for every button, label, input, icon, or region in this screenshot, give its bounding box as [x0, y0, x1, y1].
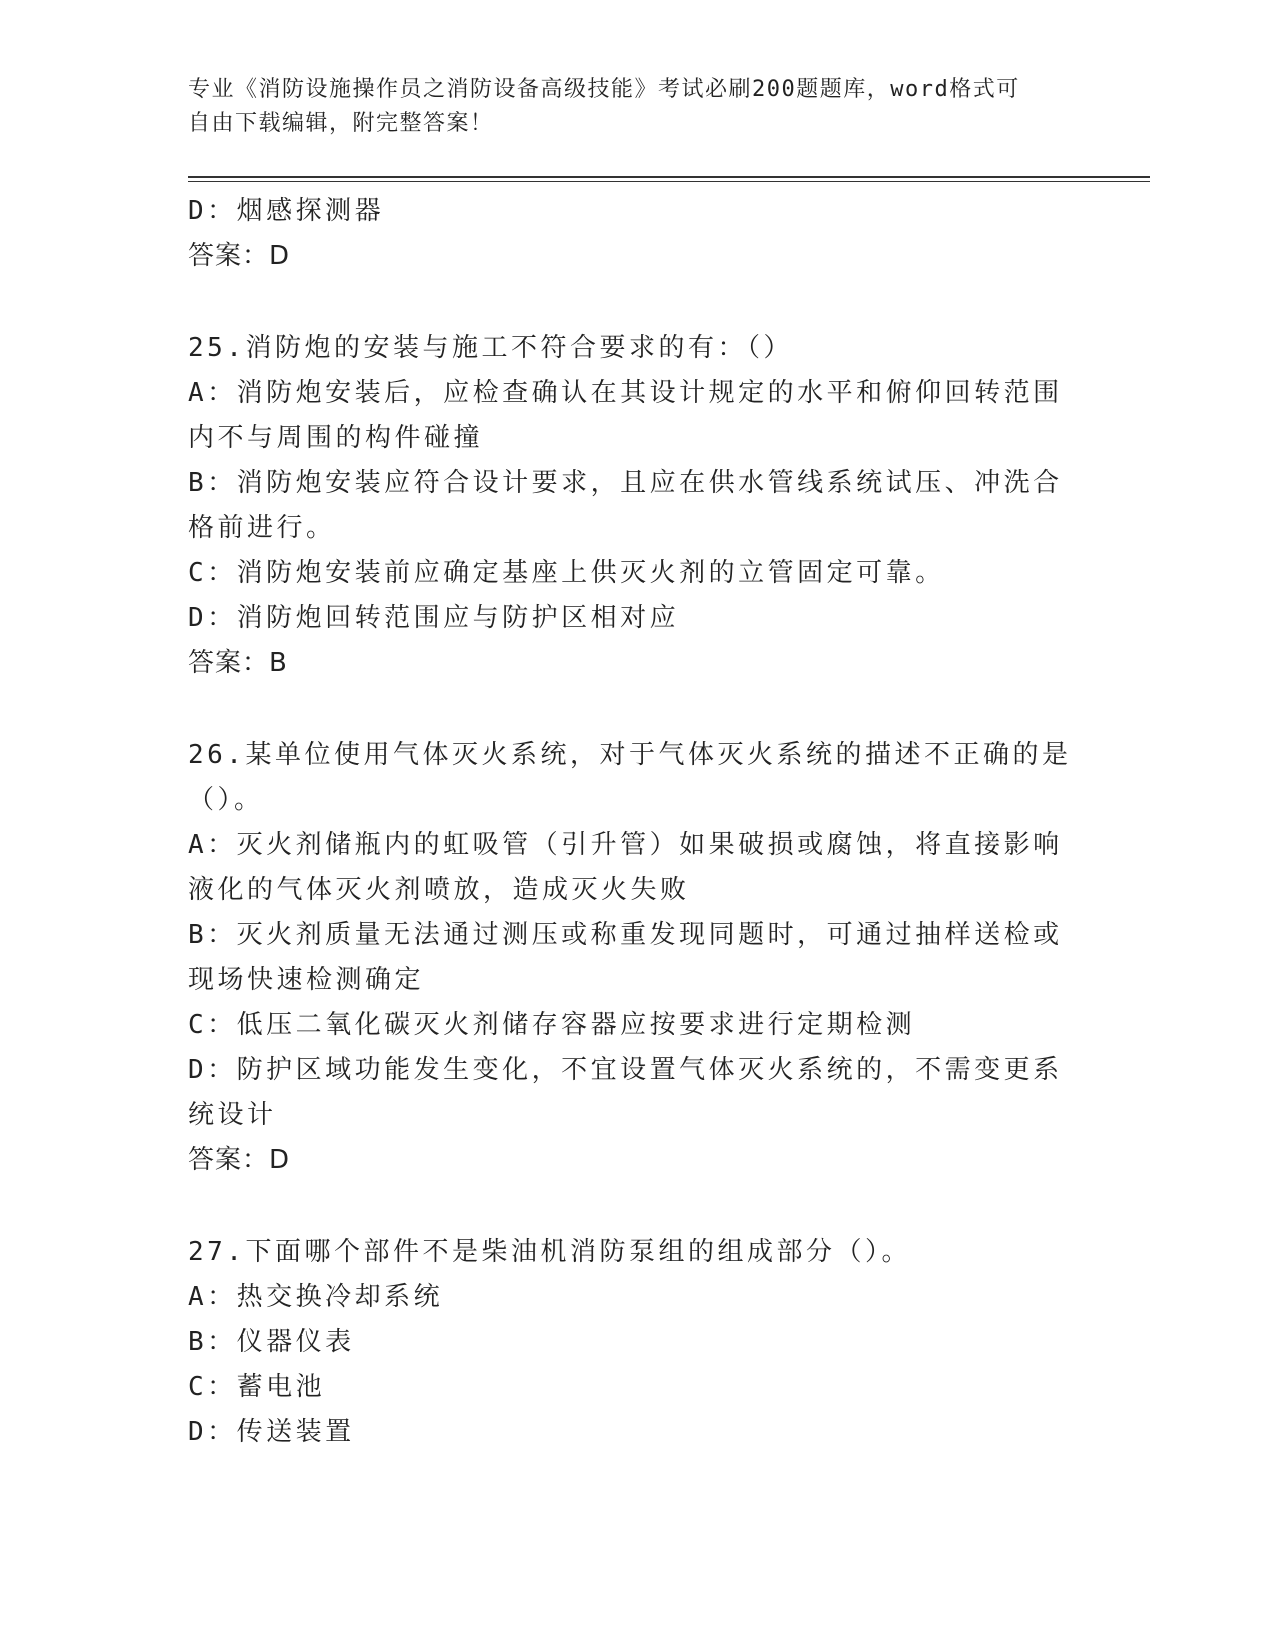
answer-label: 答案：	[188, 648, 270, 678]
option-c: C：低压二氧化碳灭火剂储存容器应按要求进行定期检测	[188, 1010, 916, 1040]
question-spacer	[188, 686, 1073, 733]
option-d: D：消防炮回转范围应与防护区相对应	[188, 603, 680, 633]
answer-line	[188, 641, 1073, 686]
header-line-2: 自由下载编辑，附完整答案！	[188, 111, 494, 136]
option-a: A：灭火剂储瓶内的虹吸管（引升管）如果破损或腐蚀，将直接影响液化的气体灭火剂喷放，造成灭火失败	[188, 830, 1063, 905]
answer-label: 答案：	[188, 1145, 270, 1175]
question-25	[188, 326, 1073, 686]
document-body	[188, 189, 1073, 1455]
option-c: C：消防炮安装前应确定基座上供灭火剂的立管固定可靠。	[188, 558, 945, 588]
question-stem: 26.某单位使用气体灭火系统，对于气体灭火系统的描述不正确的是（）。	[188, 740, 1072, 815]
option-d: D：防护区域功能发生变化，不宜设置气体灭火系统的，不需变更系统设计	[188, 1055, 1063, 1130]
option-d: D：烟感探测器	[188, 196, 385, 226]
option-b: B：灭火剂质量无法通过测压或称重发现同题时，可通过抽样送检或现场快速检测确定	[188, 920, 1063, 995]
question-26	[188, 733, 1073, 1183]
option-b: B：消防炮安装应符合设计要求，且应在供水管线系统试压、冲洗合格前进行。	[188, 468, 1063, 543]
question-stem: 27.下面哪个部件不是柴油机消防泵组的组成部分（）。	[188, 1237, 911, 1267]
header-divider-thick	[188, 176, 1150, 178]
question-27	[188, 1230, 1073, 1455]
question-spacer	[188, 1183, 1073, 1230]
option-c: C：蓄电池	[188, 1372, 326, 1402]
option-a: A：消防炮安装后，应检查确认在其设计规定的水平和俯仰回转范围内不与周围的构件碰撞	[188, 378, 1063, 453]
question-24-continued	[188, 189, 1073, 279]
question-spacer	[188, 279, 1073, 326]
answer-line	[188, 234, 1073, 279]
answer-value: B	[269, 648, 288, 678]
header-line-1: 专业《消防设施操作员之消防设备高级技能》考试必刷200题题库，word格式可	[188, 77, 1020, 102]
answer-line	[188, 1138, 1073, 1183]
option-b: B：仪器仪表	[188, 1327, 355, 1357]
header-divider-thin	[188, 181, 1150, 182]
answer-value: D	[269, 241, 291, 271]
answer-value: D	[269, 1145, 291, 1175]
document-header	[188, 73, 1068, 141]
option-d: D：传送装置	[188, 1417, 355, 1447]
option-a: A：热交换冷却系统	[188, 1282, 444, 1312]
answer-label: 答案：	[188, 241, 270, 271]
question-stem: 25.消防炮的安装与施工不符合要求的有：（）	[188, 333, 793, 363]
